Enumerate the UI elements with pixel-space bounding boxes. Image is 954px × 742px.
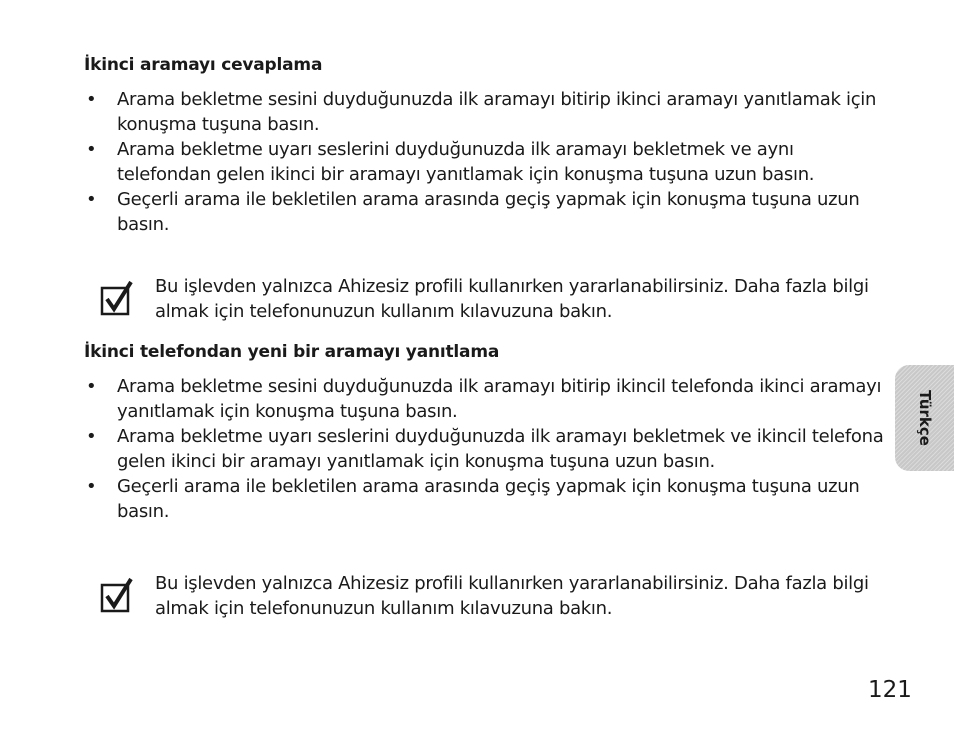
note-text: Bu işlevden yalnızca Ahizesiz profili kullanırken yararlanabilirsiniz. Daha fazla bilgi almak için telefonunuzun kullanım kılavuzuna bakın.	[155, 276, 869, 322]
list-item-text: Arama bekletme sesini duyduğunuzda ilk aramayı bitirip ikinci aramayı yanıtlamak için konuşma tuşuna basın.	[117, 89, 877, 135]
list-item	[84, 474, 884, 524]
bullet-list-answer-from-second-phone	[84, 374, 884, 524]
bullet-icon: •	[86, 89, 97, 110]
list-item	[84, 87, 884, 137]
bullet-icon: •	[86, 189, 97, 210]
list-item-text: Arama bekletme sesini duyduğunuzda ilk aramayı bitirip ikincil telefonda ikinci aramayı yanıtlamak için konuşma tuşuna basın.	[117, 376, 882, 422]
list-item-text: Arama bekletme uyarı seslerini duyduğunuzda ilk aramayı bekletmek ve ikincil telefona gelen ikinci bir aramayı yanıtlamak için konuşma tuşuna uzun basın.	[117, 426, 884, 472]
list-item	[84, 187, 884, 237]
bullet-list-answer-second-call	[84, 87, 884, 237]
bullet-icon: •	[86, 376, 97, 397]
language-side-tab	[895, 365, 954, 471]
section-heading-answer-second-call: İkinci aramayı cevaplama	[84, 55, 323, 75]
page-number: 121	[868, 677, 912, 703]
list-item	[84, 137, 884, 187]
checkbox-check-icon	[100, 577, 136, 613]
section-heading-answer-from-second-phone: İkinci telefondan yeni bir aramayı yanıtlama	[84, 342, 500, 362]
checkbox-check-icon	[100, 280, 136, 316]
list-item	[84, 424, 884, 474]
bullet-icon: •	[86, 476, 97, 497]
bullet-icon: •	[86, 426, 97, 447]
list-item-text: Arama bekletme uyarı seslerini duyduğunuzda ilk aramayı bekletmek ve aynı telefondan gelen ikinci bir aramayı yanıtlamak için konuşma tuşuna uzun basın.	[117, 139, 815, 185]
list-item-text: Geçerli arama ile bekletilen arama arasında geçiş yapmak için konuşma tuşuna uzun basın.	[117, 189, 860, 235]
list-item-text: Geçerli arama ile bekletilen arama arasında geçiş yapmak için konuşma tuşuna uzun basın.	[117, 476, 860, 522]
language-tab-label: Türkçe	[915, 390, 934, 446]
list-item	[84, 374, 884, 424]
bullet-icon: •	[86, 139, 97, 160]
note-text: Bu işlevden yalnızca Ahizesiz profili kullanırken yararlanabilirsiniz. Daha fazla bilgi almak için telefonunuzun kullanım kılavuzuna bakın.	[155, 573, 869, 619]
